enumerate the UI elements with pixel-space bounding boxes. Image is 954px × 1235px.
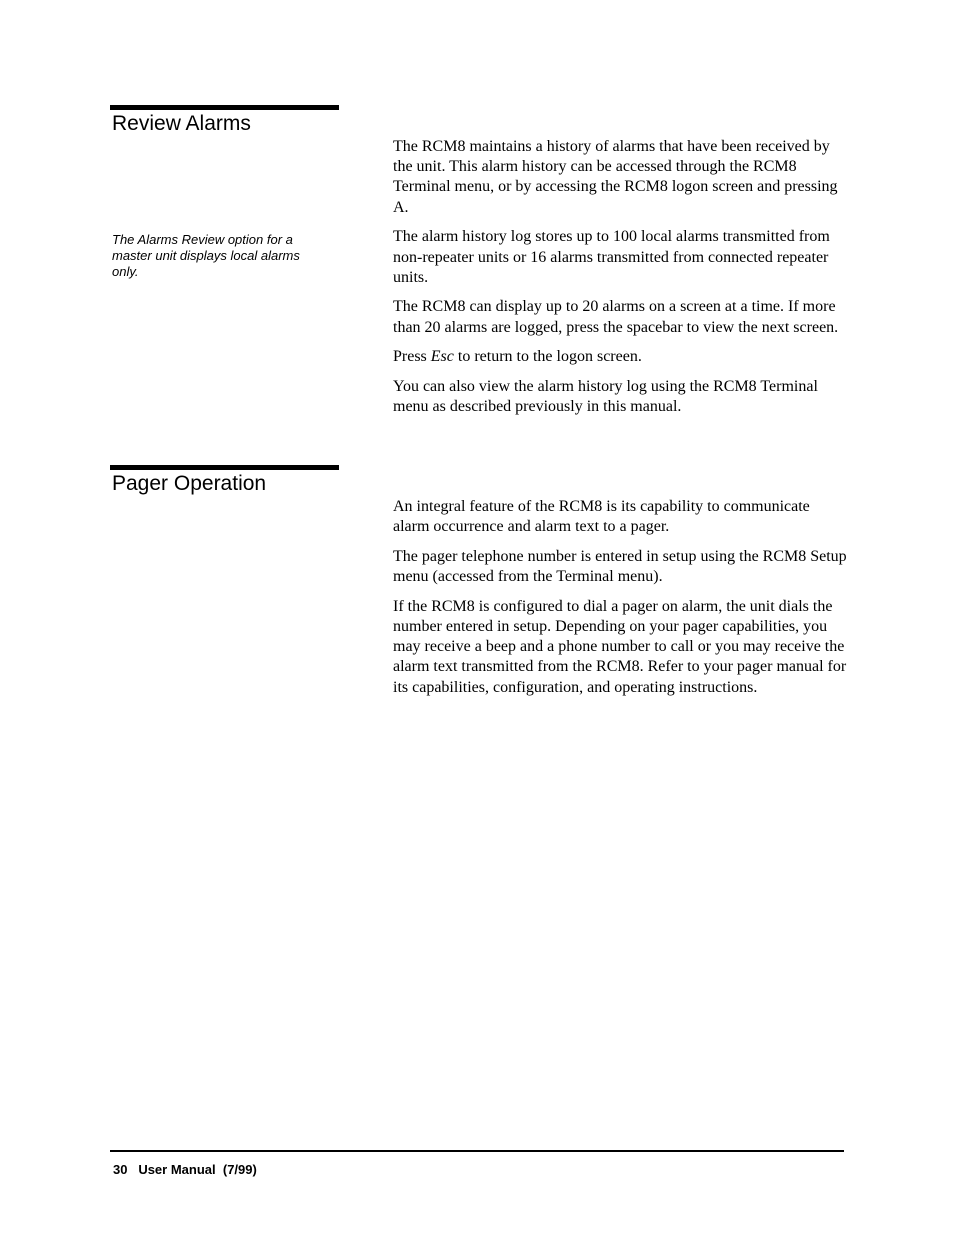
section-heading-review-alarms: Review Alarms [112,112,251,135]
page-footer [113,1162,257,1178]
section-rule-review-alarms [110,105,339,110]
paragraph: If the RCM8 is configured to dial a pager on alarm, the unit dials the number entered in setup. Depending on your pager capabilities, you may receive a beep and a phone number to call or you may receive the alarm text transmitted from the RCM8. Refer to your pager manual for its capabilities, configuration, and operating instructions. [393,597,847,696]
paragraph: The RCM8 maintains a history of alarms that have been received by the unit. This alarm history can be accessed through the RCM8 Terminal menu, or by accessing the RCM8 logon screen and pressing A. [393,138,838,216]
section-rule-pager-operation [110,465,339,470]
body-pager-operation [393,497,848,707]
paragraph: The alarm history log stores up to 100 local alarms transmitted from non-repeater units or 16 alarms transmitted from connected repeater units. [393,228,830,286]
footer-date: (7/99) [222,1162,257,1177]
paragraph: The RCM8 can display up to 20 alarms on a screen at a time. If more than 20 alarms are logged, press the spacebar to view the next screen. [393,298,839,336]
page-number: 30 [113,1162,128,1177]
section-heading-pager-operation: Pager Operation [112,472,267,495]
side-note: The Alarms Review option for a master unit displays local alarms only. [112,232,300,279]
footer-rule [110,1150,844,1152]
paragraph: An integral feature of the RCM8 is its capability to communicate alarm occurrence and alarm text to a pager. [393,498,810,536]
paragraph-text: Press [393,348,431,366]
body-review-alarms [393,137,848,427]
key-name: Esc [430,348,454,366]
paragraph: The pager telephone number is entered in setup using the RCM8 Setup menu (accessed from the Terminal menu). [393,547,847,586]
paragraph [393,347,848,367]
paragraph: You can also view the alarm history log using the RCM8 Terminal menu as described previously in this manual. [393,378,818,416]
footer-label: User Manual [138,1162,216,1177]
paragraph-text: to return to the logon screen. [453,348,642,366]
